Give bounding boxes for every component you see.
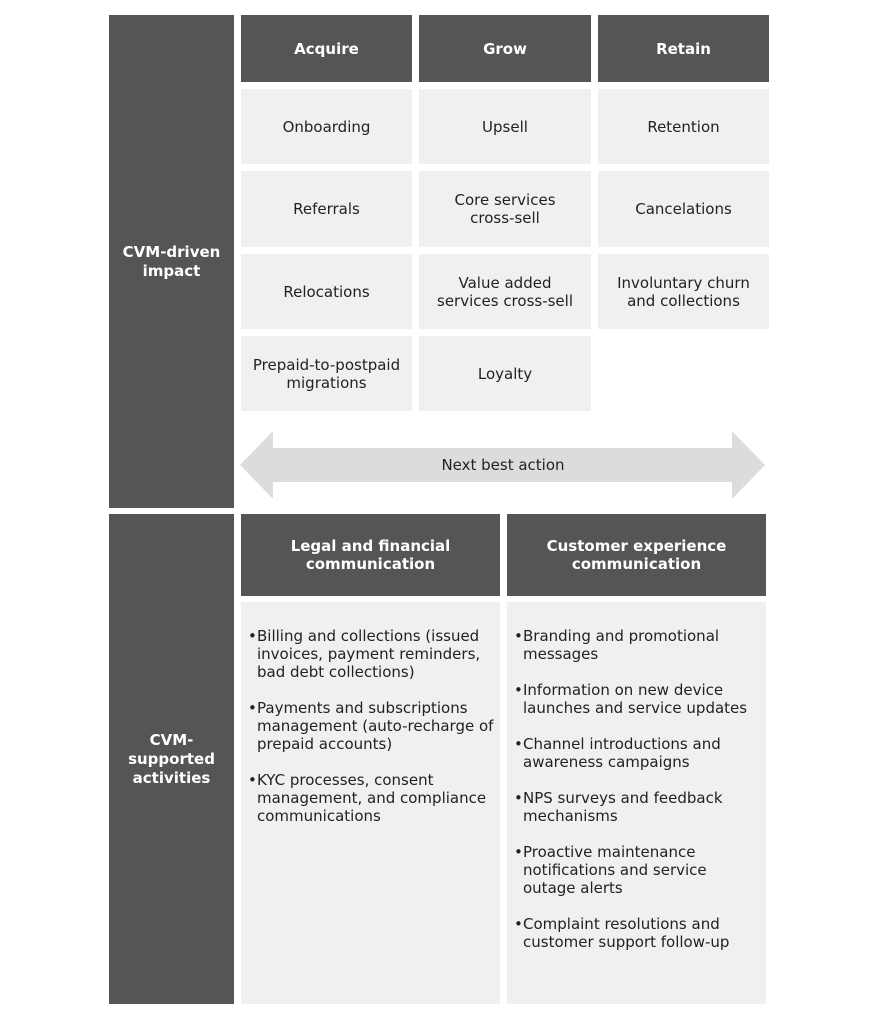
list-item: • KYC processes, consent management, and compliance communications <box>248 771 487 825</box>
next-best-action-label: Next best action <box>441 456 565 474</box>
header-customer-experience: Customer experience communication <box>507 514 766 596</box>
list-item: • Proactive maintenance notifications and service outage alerts <box>514 843 707 897</box>
list-item: • Channel introductions and awareness campaigns <box>514 735 721 771</box>
header-grow: Grow <box>419 15 591 82</box>
bullet-icon: • <box>514 843 523 861</box>
legal-financial-panel <box>241 602 500 1004</box>
cvm-supported-activities-label: CVM-supported activities <box>109 514 234 1004</box>
bullet-icon: • <box>514 915 523 933</box>
bullet-icon: • <box>248 627 257 645</box>
bullet-icon: • <box>514 789 523 807</box>
cell-relocations: Relocations <box>241 254 412 329</box>
list-item: • Branding and promotional messages <box>514 627 720 663</box>
header-legal-financial: Legal and financial communication <box>241 514 500 596</box>
cell-involuntary-churn: Involuntary churn and collections <box>598 254 769 329</box>
customer-experience-panel <box>507 602 766 1004</box>
list-item: • NPS surveys and feedback mechanisms <box>514 789 723 825</box>
bullet-icon: • <box>514 735 523 753</box>
cell-core-services-cross-sell: Core services cross-sell <box>419 171 591 247</box>
list-item: • Complaint resolutions and customer support follow-up <box>514 915 730 951</box>
legal-financial-list <box>248 627 494 825</box>
cell-referrals: Referrals <box>241 171 412 247</box>
cell-prepaid-to-postpaid: Prepaid-to-postpaid migrations <box>241 336 412 411</box>
cell-retention: Retention <box>598 89 769 164</box>
header-retain: Retain <box>598 15 769 82</box>
list-item: • Information on new device launches and service updates <box>514 681 748 717</box>
cell-onboarding: Onboarding <box>241 89 412 164</box>
bullet-icon: • <box>514 681 523 699</box>
list-item: • Payments and subscriptions management (auto-recharge of prepaid accounts) <box>248 699 494 753</box>
list-item: • Billing and collections (issued invoices, payment reminders, bad debt collections) <box>248 627 481 681</box>
cell-value-added-services-cross-sell: Value added services cross-sell <box>419 254 591 329</box>
cell-cancelations: Cancelations <box>598 171 769 247</box>
customer-experience-list <box>514 627 760 951</box>
bullet-icon: • <box>514 627 523 645</box>
cvm-driven-impact-label: CVM-driven impact <box>109 15 234 508</box>
header-acquire: Acquire <box>241 15 412 82</box>
cell-loyalty: Loyalty <box>419 336 591 411</box>
bullet-icon: • <box>248 699 257 717</box>
bullet-icon: • <box>248 771 257 789</box>
cell-upsell: Upsell <box>419 89 591 164</box>
